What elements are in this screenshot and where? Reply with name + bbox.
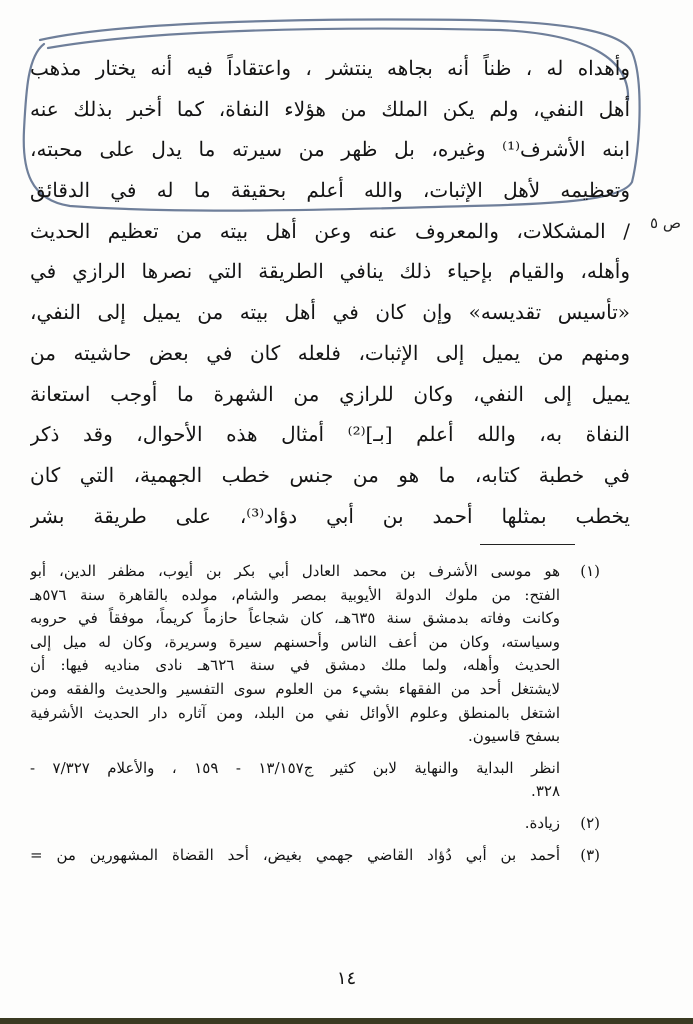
main-line: في خطبة كتابه، ما هو من جنس خطب الجهمية، التي كان (30, 462, 630, 487)
footnote-2 (30, 812, 600, 836)
margin-page-reference: ص ٥ (650, 214, 681, 232)
main-line: يخطب بمثلها أحمد بن أبي دؤاد⁽³⁾، على طريقة بشر (30, 503, 630, 528)
footnote-separator (480, 544, 575, 545)
main-line: أهل النفي، ولم يكن الملك من هؤلاء النفاة، كما أخبر بذلك عنه (30, 96, 630, 121)
scan-edge-strip (0, 1018, 693, 1024)
footnote-line: زيادة. (524, 813, 560, 832)
footnote-number: (٢) (580, 813, 600, 832)
main-line: وأهله، والقيام بإحياء ذلك ينافي الطريقة التي نصرها الرازي في (30, 259, 630, 284)
footnote-line: اشتغل بالمنطق وعلوم الأوائل نفي من البلد، ومن آثاره دار الحديث الأشرفية (30, 703, 560, 722)
footnote-3 (30, 844, 600, 868)
footnote-reference-line: انظر البداية والنهاية لابن كثير ج١٣/١٥٧ - ١٥٩ ، والأعلام ٧/٣٢٧ - (30, 758, 560, 777)
main-line: ومنهم من يميل إلى الإثبات، فلعله كان في بعض حاشيته من (30, 340, 630, 365)
page-number: ١٤ (336, 968, 357, 989)
main-line: يميل إلى النفي، وكان للرازي من الشهرة ما أوجب استعانة (30, 381, 630, 406)
footnote-line: هو موسى الأشرف بن محمد العادل أبي بكر بن أيوب، مظفر الدين، أبو (30, 562, 560, 580)
main-line: / المشكلات، والمعروف عنه وعن أهل بيته من تعظيم الحديث (30, 218, 630, 243)
footnote-line: وسياسته، وكان من أعف الناس وأحسنهم سيرة وسريرة، وكان له ميل إلى (30, 632, 560, 651)
footnote-line: الحديث وأهله، ولما ملك دمشق في سنة ٦٢٦هـ نادى مناديه فيها: أن (30, 656, 560, 675)
main-text-block (30, 48, 630, 536)
footnote-line: وكانت وفاته بدمشق سنة ٦٣٥هـ، كان شجاعاً حازماً كريماً، موفقاً في حروبه (30, 609, 560, 628)
footnote-line: أحمد بن أبي دُؤاد القاضي جهمي بغيض، أحد القضاة المشهورين من = (30, 845, 560, 864)
main-line: «تأسيس تقديسه» وإن كان في أهل بيته من يميل إلى النفي، (30, 300, 630, 325)
main-line: وتعظيمه لأهل الإثبات، والله أعلم بحقيقة ما له في الدقائق (30, 178, 630, 203)
main-line: النفاة به، والله أعلم [ب‍ـ]⁽²⁾ أمثال هذه الأحوال، وقد ذكر (30, 422, 630, 447)
footnote-number: (١) (580, 562, 600, 580)
footnote-line: بسفح قاسيون. (468, 727, 560, 746)
footnotes-block (30, 560, 600, 867)
main-line: وأهداه له ، ظناً أنه بجاهه ينتشر ، واعتقاداً فيه أنه يختار مذهب (30, 56, 630, 80)
footnote-1 (30, 560, 600, 804)
footnote-line: الفتح: من ملوك الدولة الأيوبية بمصر والشام، مولده بالقاهرة سنة ٥٧٦هـ (30, 585, 560, 604)
footnote-reference-line: ٣٢٨. (531, 782, 560, 801)
footnote-number: (٣) (580, 845, 600, 864)
main-line: ابنه الأشرف⁽¹⁾ وغيره، بل ظهر من سيرته ما يدل على محبته، (30, 137, 630, 162)
footnote-line: لايشتغل أحد من الفقهاء بشيء من العلوم سوى التفسير والحديث والفقه ومن (30, 679, 560, 698)
